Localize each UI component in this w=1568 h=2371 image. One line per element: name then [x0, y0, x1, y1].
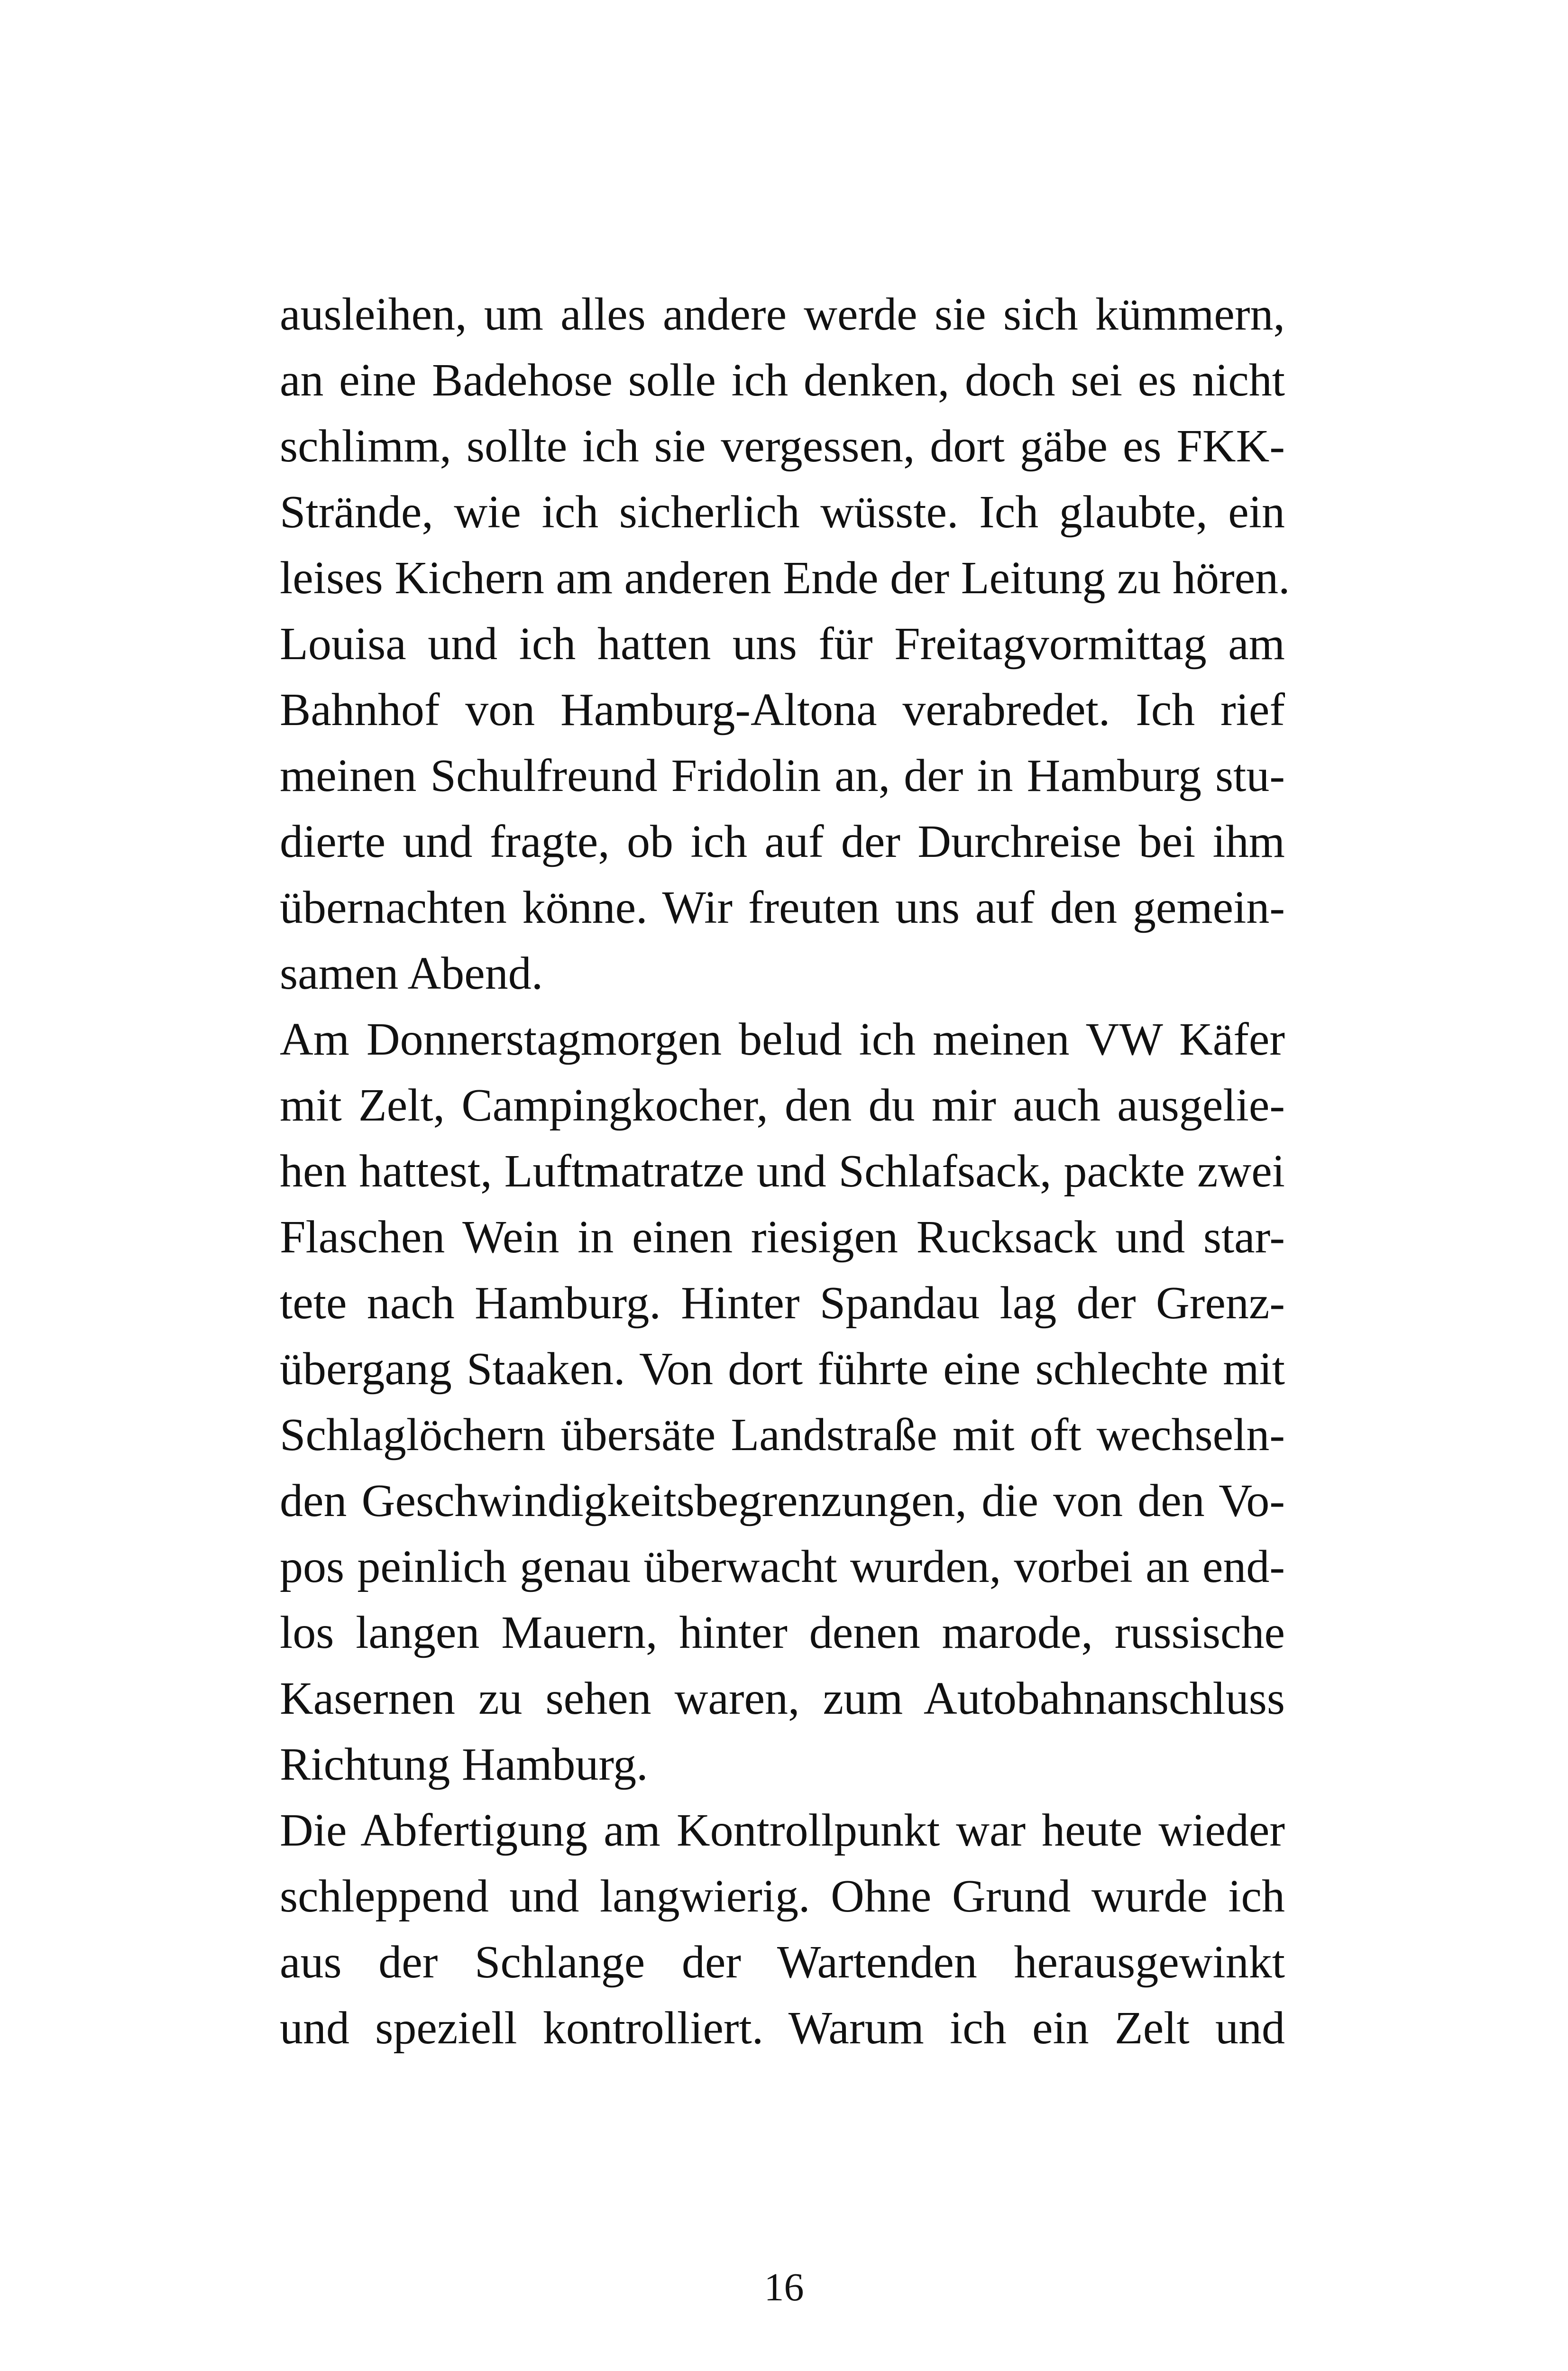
text-line: Schlaglöchern übersäte Landstraße mit oft wechseln-: [280, 1409, 1285, 1461]
text-line: übernachten könne. Wir freuten uns auf den gemein-: [280, 882, 1285, 933]
text-line: und speziell kontrolliert. Warum ich ein Zelt und: [280, 2003, 1285, 2054]
text-line: hen hattest, Luftmatratze und Schlafsack, packte zwei: [280, 1146, 1285, 1197]
text-line: mit Zelt, Campingkocher, den du mir auch ausgelie-: [280, 1080, 1285, 1131]
text-line: Am Donnerstagmorgen belud ich meinen VW Käfer: [280, 1014, 1285, 1065]
text-line: Strände, wie ich sicherlich wüsste. Ich glaubte, ein: [280, 487, 1285, 538]
text-line: Flaschen Wein in einen riesigen Rucksack und star-: [280, 1212, 1285, 1263]
text-line: übergang Staaken. Von dort führte eine schlechte mit: [280, 1343, 1285, 1395]
text-line: Kasernen zu sehen waren, zum Autobahnanschluss: [280, 1673, 1285, 1724]
text-line: den Geschwindigkeitsbegrenzungen, die von den Vo-: [280, 1475, 1285, 1526]
text-line: leises Kichern am anderen Ende der Leitung zu hören.: [280, 552, 1290, 604]
text-line: Bahnhof von Hamburg-Altona verabredet. Ich rief: [280, 684, 1285, 735]
text-line: schlimm, sollte ich sie vergessen, dort gäbe es FKK-: [280, 421, 1285, 472]
text-line: Louisa und ich hatten uns für Freitagvormittag am: [280, 618, 1285, 670]
text-line: pos peinlich genau überwacht wurden, vorbei an end-: [280, 1541, 1285, 1592]
text-line: ausleihen, um alles andere werde sie sich kümmern,: [280, 289, 1285, 340]
text-line: schleppend und langwierig. Ohne Grund wurde ich: [280, 1871, 1285, 1922]
text-line: aus der Schlange der Wartenden herausgewinkt: [280, 1937, 1285, 1988]
text-line: Die Abfertigung am Kontrollpunkt war heute wieder: [280, 1805, 1285, 1856]
text-line: meinen Schulfreund Fridolin an, der in Hamburg stu-: [280, 750, 1285, 801]
text-line: tete nach Hamburg. Hinter Spandau lag der Grenz-: [280, 1277, 1285, 1329]
page-number: 16: [764, 2265, 804, 2309]
text-line: Richtung Hamburg.: [280, 1739, 648, 1790]
text-line: dierte und fragte, ob ich auf der Durchreise bei ihm: [280, 816, 1285, 867]
body-text: [280, 282, 1290, 2061]
text-line: an eine Badehose solle ich denken, doch sei es nicht: [280, 355, 1285, 406]
text-line: los langen Mauern, hinter denen marode, russische: [280, 1607, 1285, 1658]
text-line: samen Abend.: [280, 948, 543, 999]
